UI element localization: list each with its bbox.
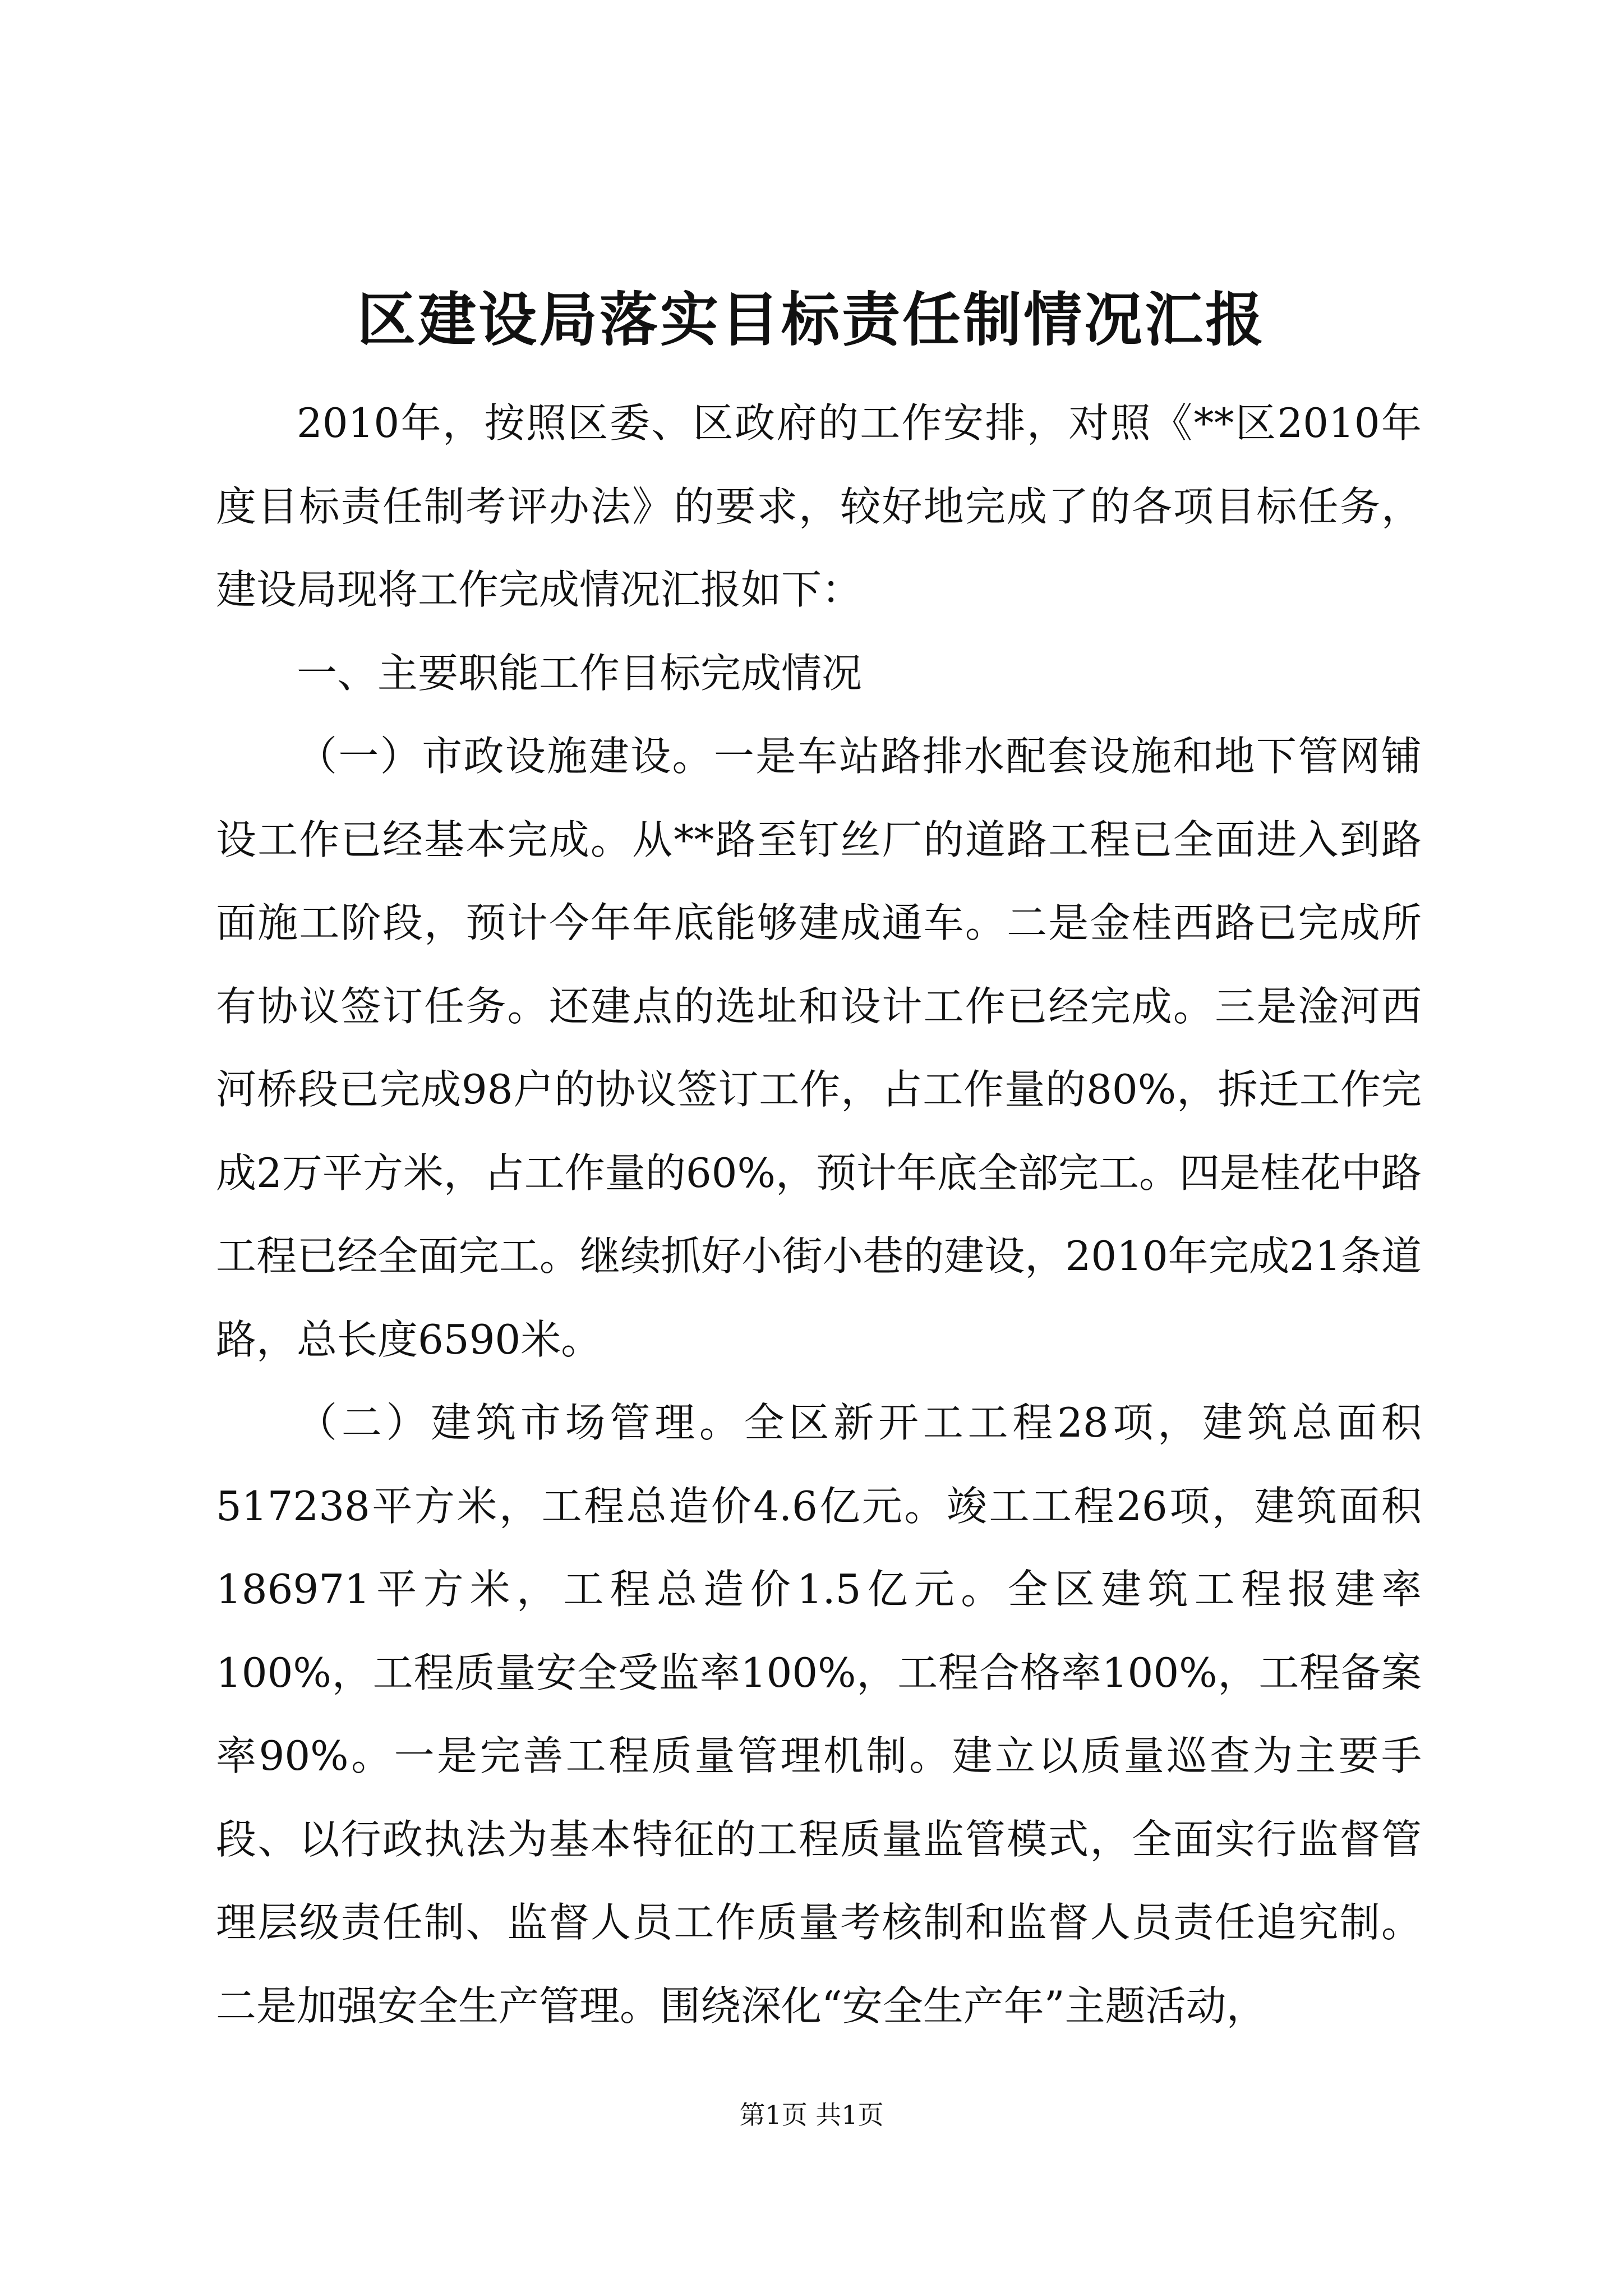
paragraph-municipal-facilities: （一）市政设施建设。一是车站路排水配套设施和地下管网铺设工作已经基本完成。从**路至钉丝厂的道路工程已全面进入到路面施工阶段，预计今年年底能够建成通车。二是金桂西路已完成所有协议签订任务。还建点的选址和设计工作已经完成。三是淦河西河桥段已完成98户的协议签订工作，占工作量的80%，拆迁工作完成2万平方米，占工作量的60%，预计年底全部完工。四是桂花中路工程已经全面完工。继续抓好小街小巷的建设，2010年完成21条道路，总长度6590米。 — [216, 733, 1422, 1363]
paragraph-construction-market: （二）建筑市场管理。全区新开工工程28项，建筑总面积517238平方米，工程总造价4.6亿元。竣工工程26项，建筑面积186971平方米，工程总造价1.5亿元。全区建筑工程报建率100%，工程质量安全受监率100%，工程合格率100%，工程备案率90%。一是完善工程质量管理机制。建立以质量巡查为主要手段、以行政执法为基本特征的工程质量监管模式，全面实行监督管理层级责任制、监督人员工作质量考核制和监督人员责任追究制。二是加强安全生产管理。围绕深化“安全生产年”主题活动， — [216, 1399, 1422, 2030]
page-footer: 第1页 共1页 — [739, 2100, 884, 2130]
document-body — [216, 381, 1422, 2047]
paragraph-intro: 2010年，按照区委、区政府的工作安排，对照《**区2010年度目标责任制考评办法》的要求，较好地完成了的各项目标任务，建设局现将工作完成情况汇报如下： — [216, 399, 1422, 613]
section-heading-1: 一、主要职能工作目标完成情况 — [297, 649, 863, 697]
document-title: 区建设局落实目标责任制情况汇报 — [357, 285, 1266, 354]
